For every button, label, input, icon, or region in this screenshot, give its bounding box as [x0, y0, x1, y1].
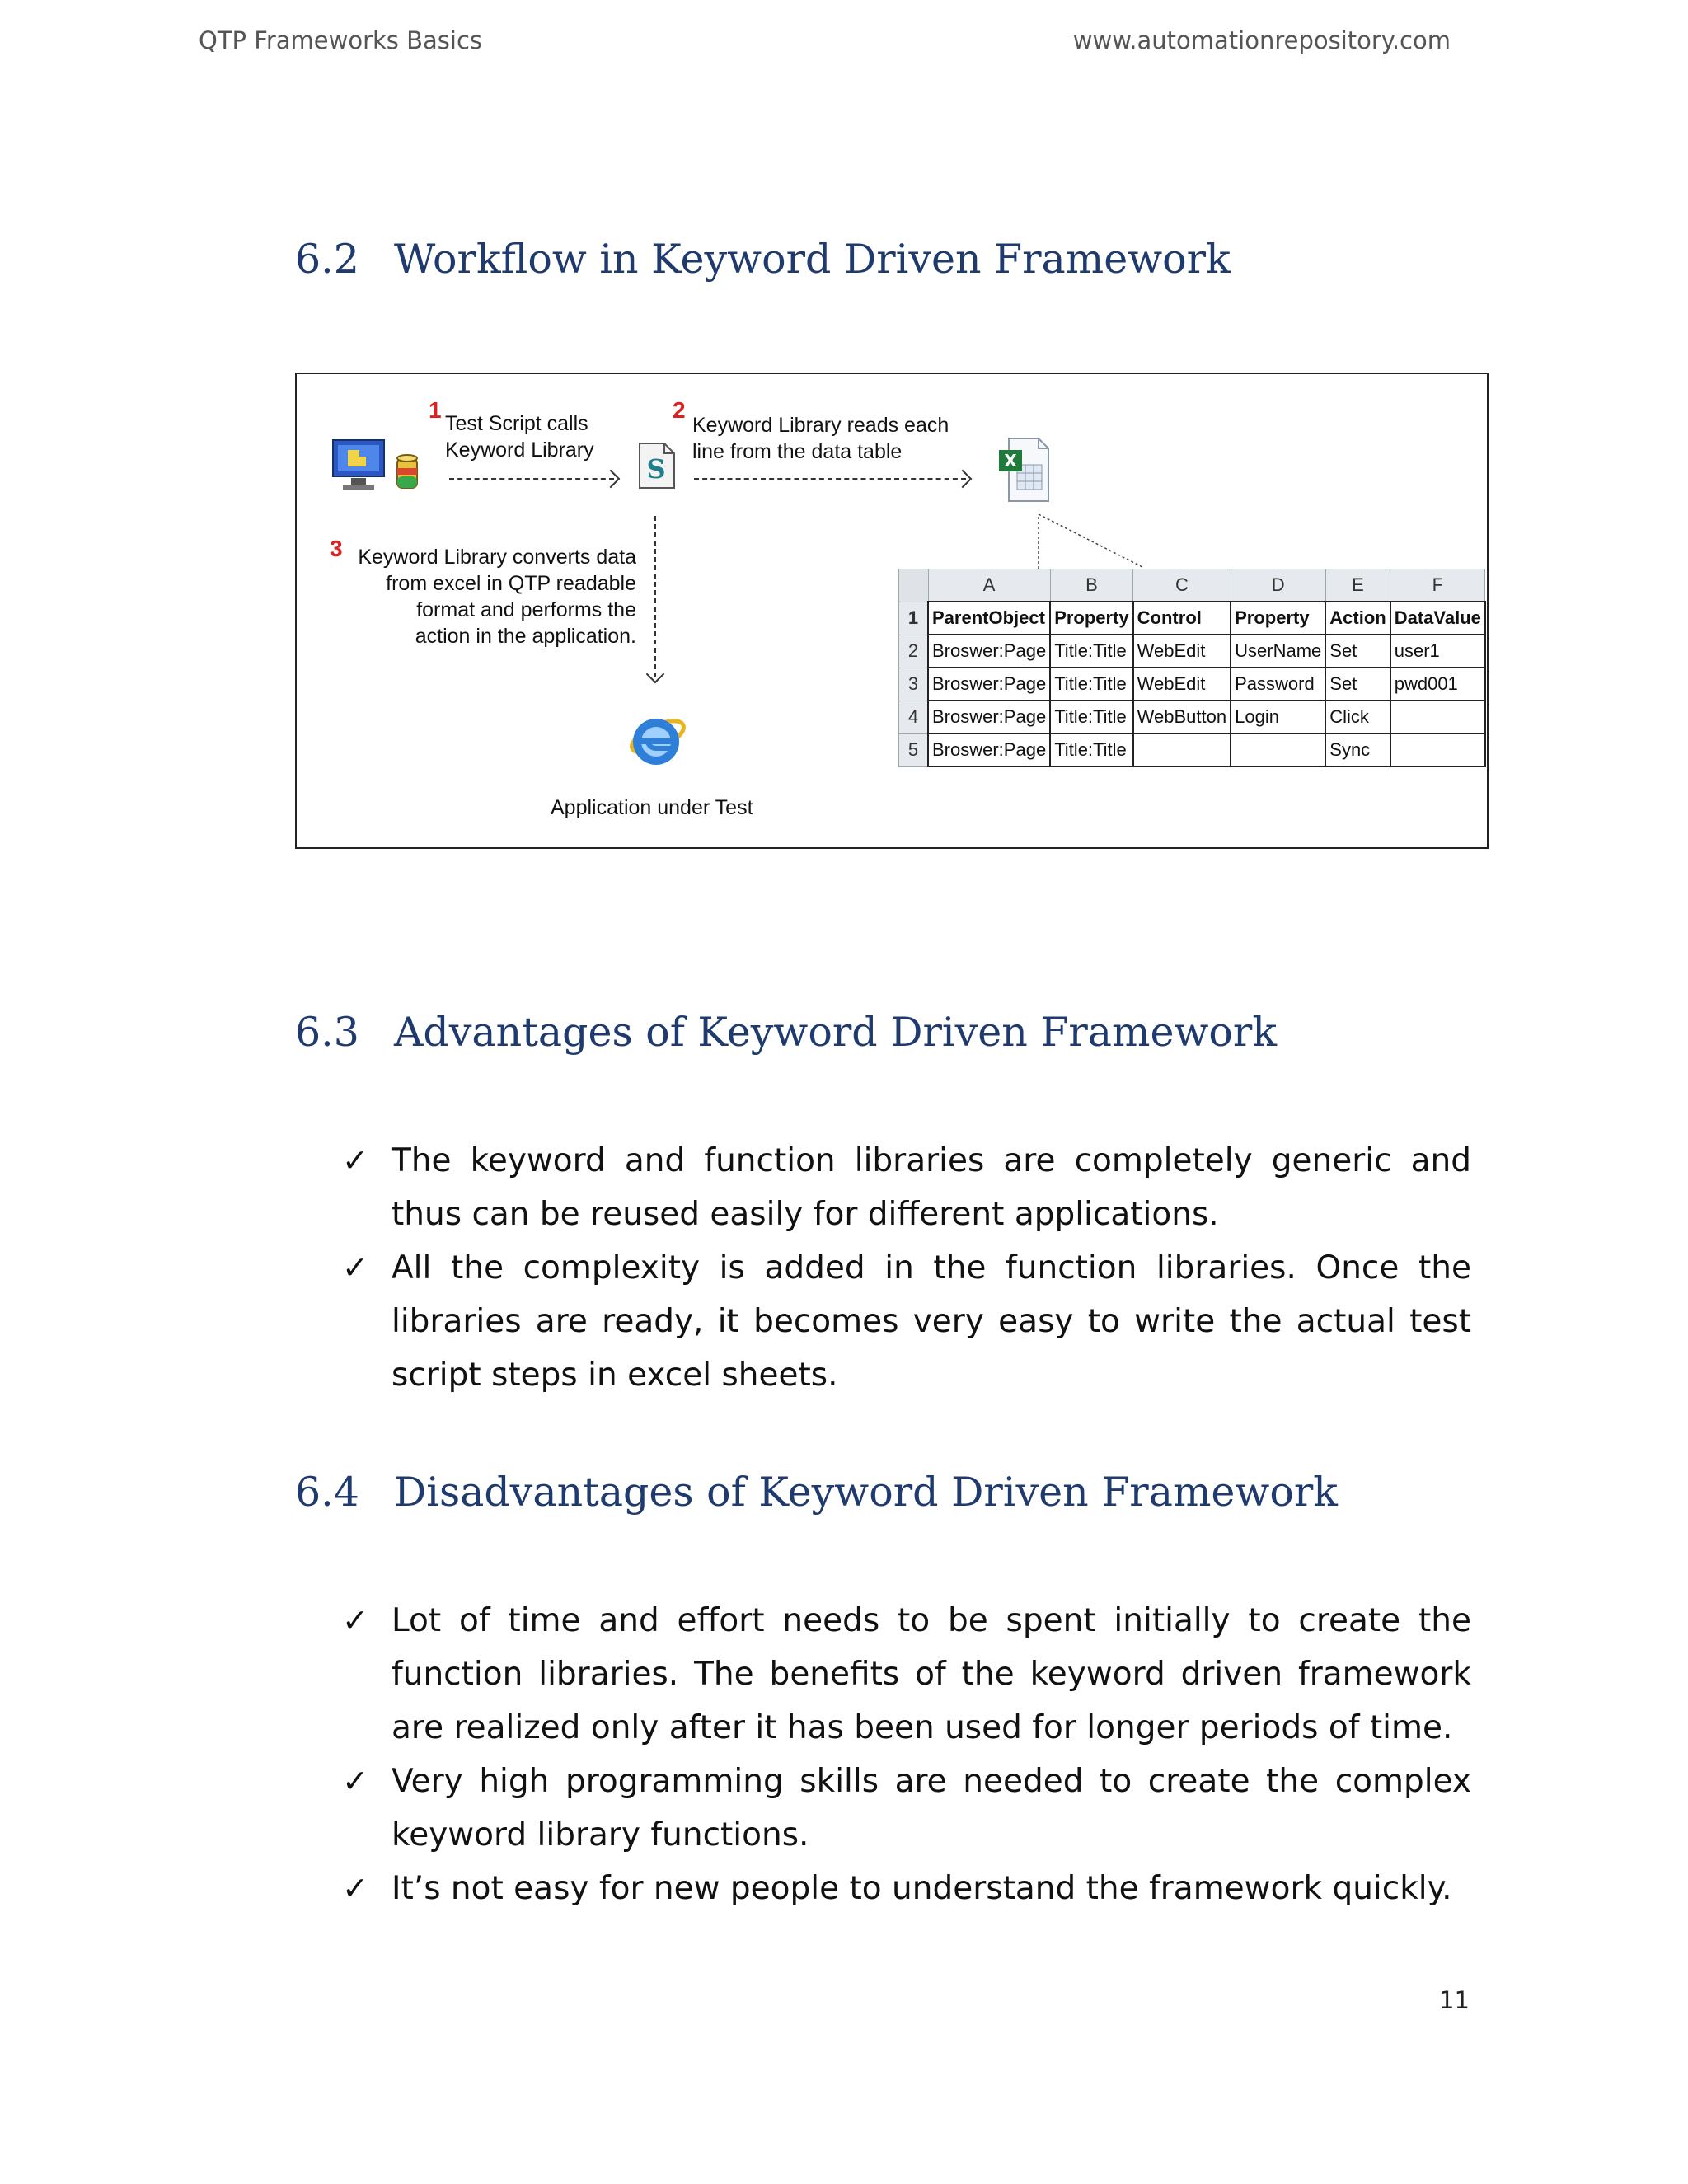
list-item	[342, 1594, 1471, 1755]
table-cell	[1133, 733, 1231, 766]
list-item-text: It’s not easy for new people to understand the framework quickly.	[392, 1870, 1452, 1907]
section-number: 6.3	[295, 1009, 359, 1056]
step-2-line: Keyword Library reads each	[692, 414, 950, 437]
step-1-line: Test Script calls	[445, 412, 588, 435]
table-cell: user1	[1390, 635, 1485, 668]
workflow-diagram	[295, 373, 1489, 849]
list-item-text: Lot of time and effort needs to be spent initially to create the function libraries. The benefits of the keyword driven framework are realized only after it has been used for longer periods of time.	[392, 1602, 1471, 1746]
step-2-label	[692, 412, 949, 465]
advantages-list	[342, 1134, 1471, 1402]
table-cell	[1231, 733, 1325, 766]
table-cell: Broswer:Page	[928, 635, 1050, 668]
table-cell: Set	[1325, 635, 1390, 668]
arrow-script-to-library	[449, 478, 614, 480]
page-header-right: www.automationrepository.com	[1072, 26, 1451, 54]
step-1-line: Keyword Library	[445, 438, 594, 462]
step-3-line: Keyword Library converts data	[358, 546, 636, 569]
table-cell: UserName	[1231, 635, 1325, 668]
table-cell	[1390, 733, 1485, 766]
row-number: 5	[899, 733, 929, 766]
table-cell: pwd001	[1390, 668, 1485, 701]
step-2-number: 2	[673, 397, 686, 423]
table-cell: Property	[1050, 602, 1132, 635]
table-row	[899, 668, 1485, 701]
section-number: 6.4	[295, 1469, 359, 1516]
step-2-line: line from the data table	[692, 440, 903, 463]
list-item-text: All the complexity is added in the function libraries. Once the libraries are ready, it becomes very easy to write the actual test script steps in excel sheets.	[392, 1249, 1471, 1394]
table-column-headers	[899, 569, 1485, 602]
list-item	[342, 1862, 1471, 1915]
arrow-library-to-app	[654, 516, 656, 677]
internet-explorer-icon	[625, 707, 687, 771]
table-cell: Broswer:Page	[928, 733, 1050, 766]
column-header: E	[1325, 569, 1390, 602]
table-cell: Click	[1325, 701, 1390, 733]
table-row	[899, 602, 1485, 635]
table-cell: Login	[1231, 701, 1325, 733]
table-cell: Action	[1325, 602, 1390, 635]
table-cell: Title:Title	[1050, 701, 1132, 733]
section-heading-6-4	[295, 1469, 1338, 1516]
database-icon	[396, 453, 419, 491]
list-item-text: The keyword and function libraries are completely generic and thus can be reused easily for different applications.	[392, 1142, 1471, 1233]
row-number: 1	[899, 602, 929, 635]
table-cell: Property	[1231, 602, 1325, 635]
step-3-line: action in the application.	[415, 625, 636, 648]
table-cell	[1390, 701, 1485, 733]
check-icon: ✓	[342, 1870, 368, 1906]
page-number: 11	[1439, 1986, 1470, 2014]
list-item	[342, 1241, 1471, 1402]
section-heading-6-2	[295, 236, 1231, 283]
svg-text:X: X	[1004, 451, 1017, 471]
table-corner	[899, 569, 929, 602]
column-header: B	[1050, 569, 1132, 602]
table-cell: Control	[1133, 602, 1231, 635]
step-3-line: from excel in QTP readable	[386, 572, 636, 595]
section-title: Advantages of Keyword Driven Framework	[394, 1009, 1278, 1056]
table-cell: Set	[1325, 668, 1390, 701]
table-cell: Title:Title	[1050, 668, 1132, 701]
step-1-label	[445, 410, 594, 463]
row-number: 4	[899, 701, 929, 733]
svg-text:S: S	[646, 453, 666, 485]
keyword-data-table	[898, 569, 1486, 767]
list-item-text: Very high programming skills are needed to create the complex keyword library functions.	[392, 1763, 1471, 1854]
row-number: 3	[899, 668, 929, 701]
table-cell: Broswer:Page	[928, 668, 1050, 701]
section-number: 6.2	[295, 236, 359, 283]
step-3-number: 3	[330, 536, 343, 561]
check-icon: ✓	[342, 1602, 368, 1638]
column-header: C	[1133, 569, 1231, 602]
table-cell: WebEdit	[1133, 635, 1231, 668]
script-icon	[638, 442, 676, 490]
application-under-test-label: Application under Test	[551, 796, 753, 819]
table-cell: Broswer:Page	[928, 701, 1050, 733]
check-icon: ✓	[342, 1249, 368, 1286]
table-cell: Sync	[1325, 733, 1390, 766]
column-header: A	[928, 569, 1050, 602]
computer-icon	[331, 438, 386, 493]
section-heading-6-3	[295, 1009, 1277, 1056]
disadvantages-list	[342, 1594, 1471, 1915]
table-row	[899, 635, 1485, 668]
step-3-label	[348, 544, 636, 649]
excel-icon	[997, 437, 1050, 503]
check-icon: ✓	[342, 1763, 368, 1799]
pointer-line	[1037, 513, 1144, 570]
step-1-number: 1	[429, 397, 442, 423]
column-header: F	[1390, 569, 1485, 602]
table-cell: Title:Title	[1050, 733, 1132, 766]
table-cell: WebEdit	[1133, 668, 1231, 701]
table-cell: Title:Title	[1050, 635, 1132, 668]
list-item	[342, 1755, 1471, 1862]
row-number: 2	[899, 635, 929, 668]
table-cell: Password	[1231, 668, 1325, 701]
table-row	[899, 701, 1485, 733]
table-row	[899, 733, 1485, 766]
step-3-line: format and performs the	[416, 598, 636, 621]
page-header-left: QTP Frameworks Basics	[199, 26, 482, 54]
section-title: Disadvantages of Keyword Driven Framework	[394, 1469, 1338, 1516]
table-cell: DataValue	[1390, 602, 1485, 635]
list-item	[342, 1134, 1471, 1241]
table-cell: WebButton	[1133, 701, 1231, 733]
arrow-library-to-excel	[694, 478, 966, 480]
section-title: Workflow in Keyword Driven Framework	[394, 236, 1231, 283]
table-cell: ParentObject	[928, 602, 1050, 635]
column-header: D	[1231, 569, 1325, 602]
check-icon: ✓	[342, 1142, 368, 1179]
